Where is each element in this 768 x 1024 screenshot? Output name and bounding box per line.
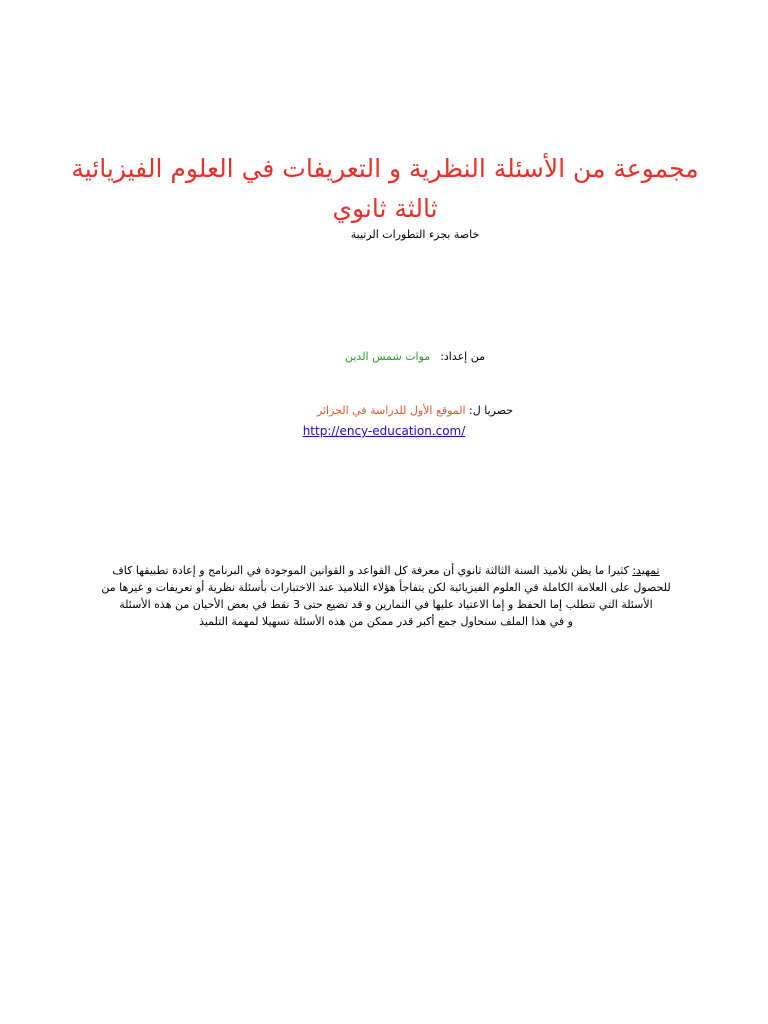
site-url-link[interactable]: http://ency-education.com/	[302, 424, 466, 438]
intro-line-4: و في هذا الملف سنحاول جمع أكبر قدر ممكن من هذه الأسئلة تسهيلا لمهمة التلميذ	[199, 615, 573, 628]
document-subtitle: خاصة بجزء التطورات الرتيبة	[350, 228, 480, 241]
site-name: الموقع الأول للدراسة في الجزائر	[316, 404, 466, 417]
author-name: موات شمس الدين	[344, 350, 431, 363]
document-title-line-1: مجموعة من الأسئلة النظرية و التعريفات في العلوم الفيزيائية	[71, 154, 699, 183]
intro-line-2: للحصول على العلامة الكاملة في العلوم الفيزيائية لكن يتفاجأ هؤلاء التلاميذ عند الاختبارات بأسئلة نظرية أو تعريفات و غيرها من	[101, 581, 671, 594]
exclusive-line	[60, 403, 768, 419]
document-title-line-2: ثالثة ثانوي	[332, 194, 438, 223]
intro-line-1: تمهيد: كثيرا ما يظن تلاميذ السنة الثالثة ثانوي أن معرفة كل القواعد و القوانين الموجودة في البرنامج و إعادة تطبيقها كاف	[112, 564, 660, 577]
url-line	[0, 422, 768, 440]
intro-line-3: الأسئلة التي تتطلب إما الحفظ و إما الاعتياد عليها في التمارين و قد تضيع حتى 3 نقط في بعض الأحيان من هذه الأسئلة	[119, 598, 653, 611]
exclusive-label: حصريا ل:	[469, 404, 514, 417]
intro-paragraph	[90, 562, 682, 630]
intro-label: تمهيد:	[632, 564, 660, 577]
author-label: من إعداد:	[440, 350, 486, 363]
author-line	[60, 349, 768, 365]
